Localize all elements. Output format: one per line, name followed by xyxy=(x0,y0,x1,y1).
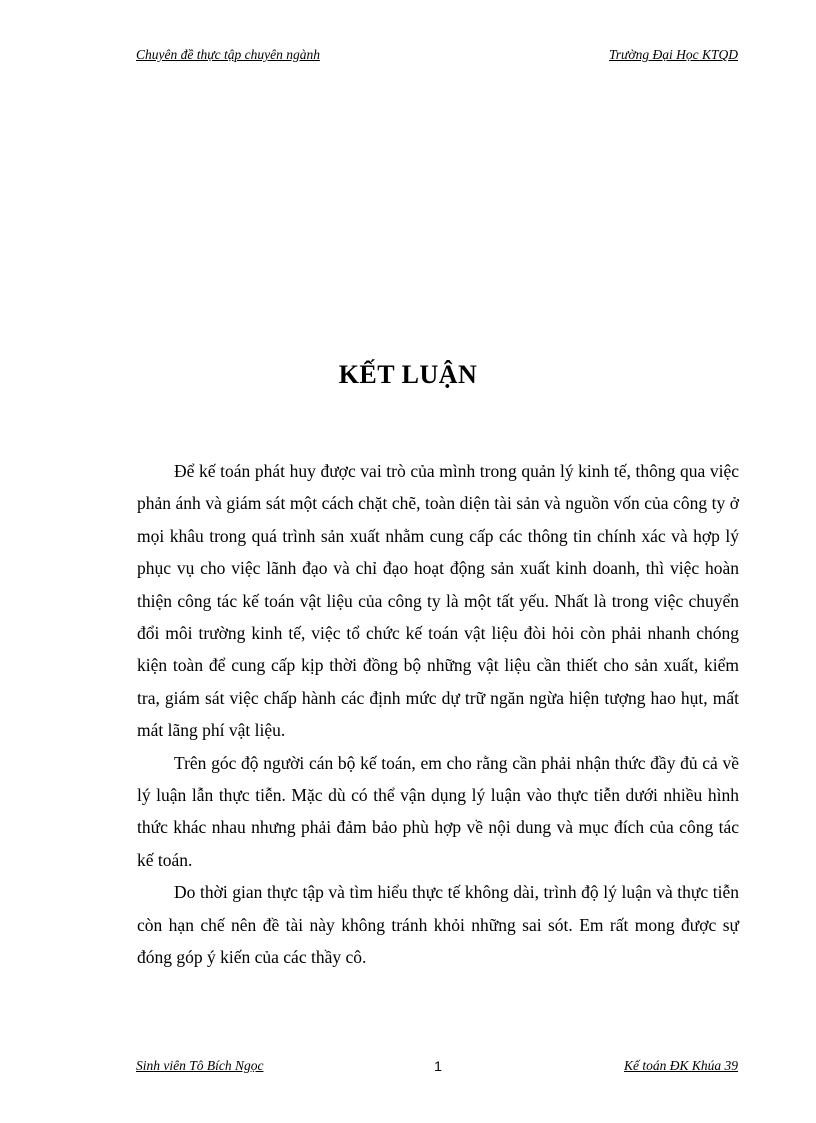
header-document-type: Chuyên đề thực tập chuyên ngành xyxy=(136,47,320,62)
paragraph-1: Để kế toán phát huy được vai trò của mình trong quản lý kinh tế, thông qua việc phản ánh và giám sát một cách chặt chẽ, toàn diện tài sản và nguồn vốn của công ty ở mọi khâu trong quá trình sản xuất nhằm cung cấp các thông tin chính xác và hợp lý phục vụ cho việc lãnh đạo và chỉ đạo hoạt động sản xuất kinh doanh, thì việc hoàn thiện công tác kế toán vật liệu của công ty là một tất yếu. Nhất là trong việc chuyển đổi môi trường kinh tế, việc tổ chức kế toán vật liệu đòi hỏi còn phải nhanh chóng kiện toàn để cung cấp kịp thời đồng bộ những vật liệu cần thiết cho sản xuất, kiểm tra, giám sát việc chấp hành các định mức dự trữ ngăn ngừa hiện tượng hao hụt, mất mát lãng phí vật liệu. xyxy=(137,461,739,741)
page-title: KẾT LUẬN xyxy=(338,360,478,389)
footer-student-name: Sinh viên Tô Bích Ngọc xyxy=(136,1058,264,1073)
header-university: Trường Đại Học KTQD xyxy=(609,47,738,62)
paragraph-3: Do thời gian thực tập và tìm hiểu thực tế không dài, trình độ lý luận và thực tiễn còn hạn chế nên đề tài này không tránh khỏi những sai sót. Em rất mong được sự đóng góp ý kiến của các thầy cô. xyxy=(137,882,739,968)
page-header xyxy=(136,47,738,67)
page-footer xyxy=(136,1058,738,1078)
footer-course: Kế toán ĐK Khúa 39 xyxy=(623,1058,738,1073)
document-body xyxy=(137,455,739,974)
paragraph-2: Trên góc độ người cán bộ kế toán, em cho rằng cần phải nhận thức đầy đủ cả về lý luận lẫn thực tiễn. Mặc dù có thể vận dụng lý luận vào thực tiễn dưới nhiều hình thức khác nhau nhưng phải đảm bảo phù hợp về nội dung và mục đích của công tác kế toán. xyxy=(137,752,739,870)
page-number: 1 xyxy=(434,1058,442,1074)
